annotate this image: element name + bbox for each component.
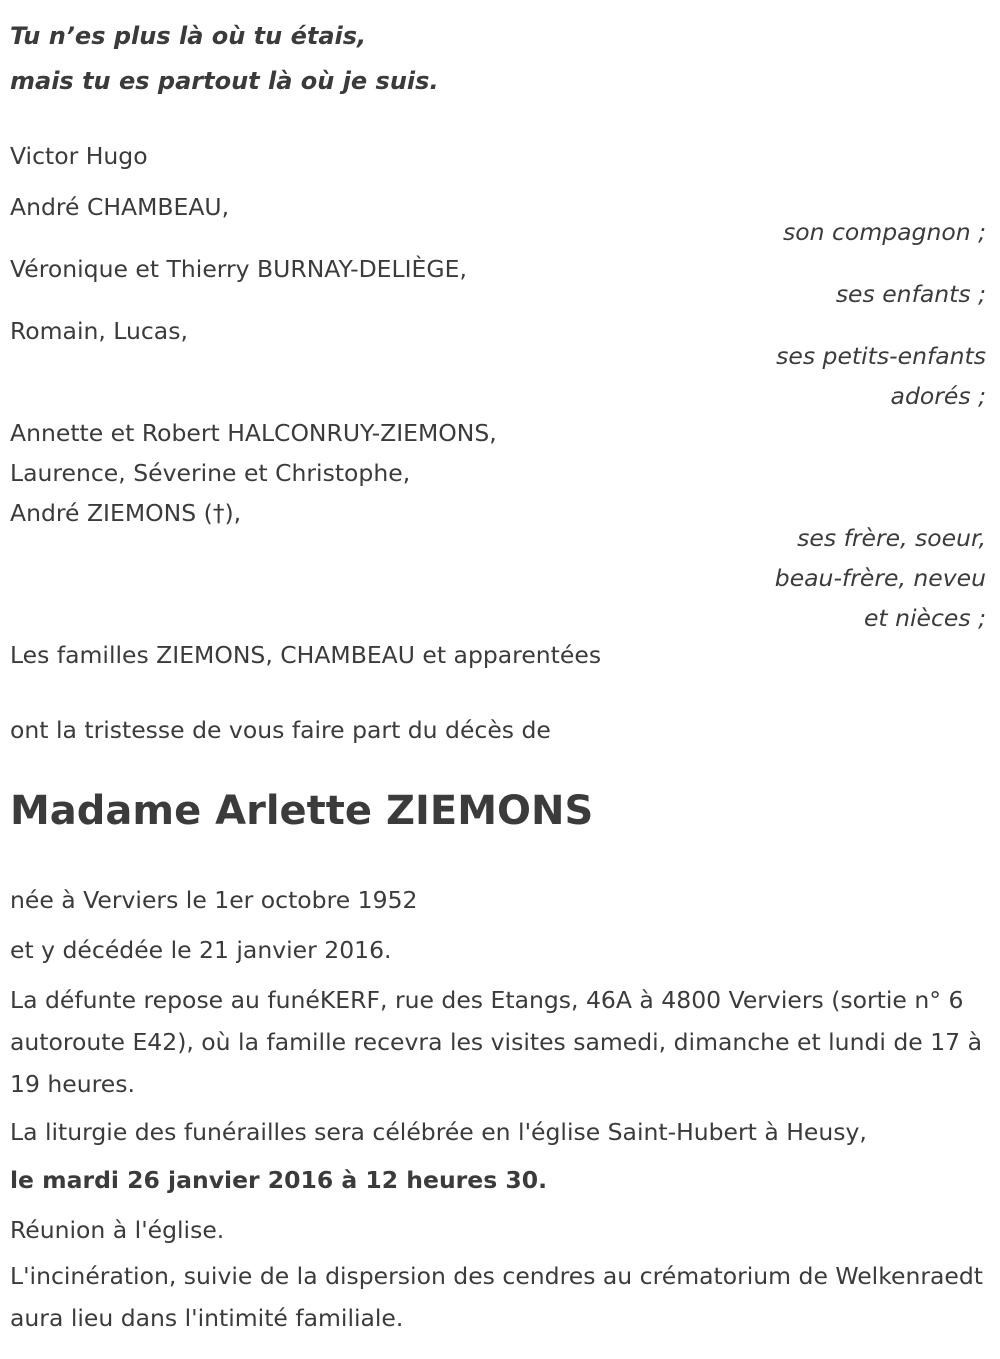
family-name: Véronique et Thierry BURNAY-DELIÈGE,: [10, 255, 467, 283]
quote-line-1: Tu n’es plus là où tu étais,: [10, 22, 367, 50]
liturgy-datetime: le mardi 26 janvier 2016 à 12 heures 30.: [10, 1166, 548, 1194]
relation-block: [10, 518, 986, 638]
relation-label: beau-frère, neveu: [774, 564, 986, 592]
family-name: André CHAMBEAU,: [10, 193, 230, 221]
family-name: André ZIEMONS (†),: [10, 499, 242, 527]
family-group-companion: [10, 187, 986, 252]
birth-line: née à Verviers le 1er octobre 1952: [10, 886, 418, 914]
relation-label: ses frère, soeur,: [797, 524, 986, 552]
quote-author: Victor Hugo: [10, 142, 148, 170]
relation-label: ses enfants ;: [835, 280, 986, 308]
family-group-children: [10, 249, 986, 314]
relation-label: adorés ;: [890, 382, 986, 410]
meeting-line: Réunion à l'église.: [10, 1216, 225, 1244]
family-name: Annette et Robert HALCONRUY-ZIEMONS,: [10, 419, 497, 447]
deceased-name-heading: Madame Arlette ZIEMONS: [10, 788, 594, 834]
family-group-siblings: [10, 413, 986, 638]
cremation-paragraph: L'incinération, suivie de la dispersion des cendres au crématorium de Welkenraedt aura lieu dans l'intimité familiale.: [10, 1262, 983, 1332]
family-name: Romain, Lucas,: [10, 317, 188, 345]
relation-label: son compagnon ;: [783, 218, 986, 246]
announcement-line: ont la tristesse de vous faire part du décès de: [10, 716, 551, 744]
relation-label: ses petits-enfants: [776, 342, 986, 370]
death-line: et y décédée le 21 janvier 2016.: [10, 936, 392, 964]
family-group-grandchildren: [10, 311, 986, 416]
repose-paragraph: La défunte repose au funéKERF, rue des Etangs, 46A à 4800 Verviers (sortie n° 6 autoroute E42), où la famille recevra les visites samedi, dimanche et lundi de 17 à 19 heures.: [10, 986, 982, 1098]
liturgy-line: La liturgie des funérailles sera célébrée en l'église Saint-Hubert à Heusy,: [10, 1118, 867, 1146]
relation-label: et nièces ;: [863, 604, 986, 632]
quote-line-2: mais tu es partout là où je suis.: [10, 67, 439, 95]
families-line: Les familles ZIEMONS, CHAMBEAU et apparentées: [10, 641, 602, 669]
family-name: Laurence, Séverine et Christophe,: [10, 459, 411, 487]
